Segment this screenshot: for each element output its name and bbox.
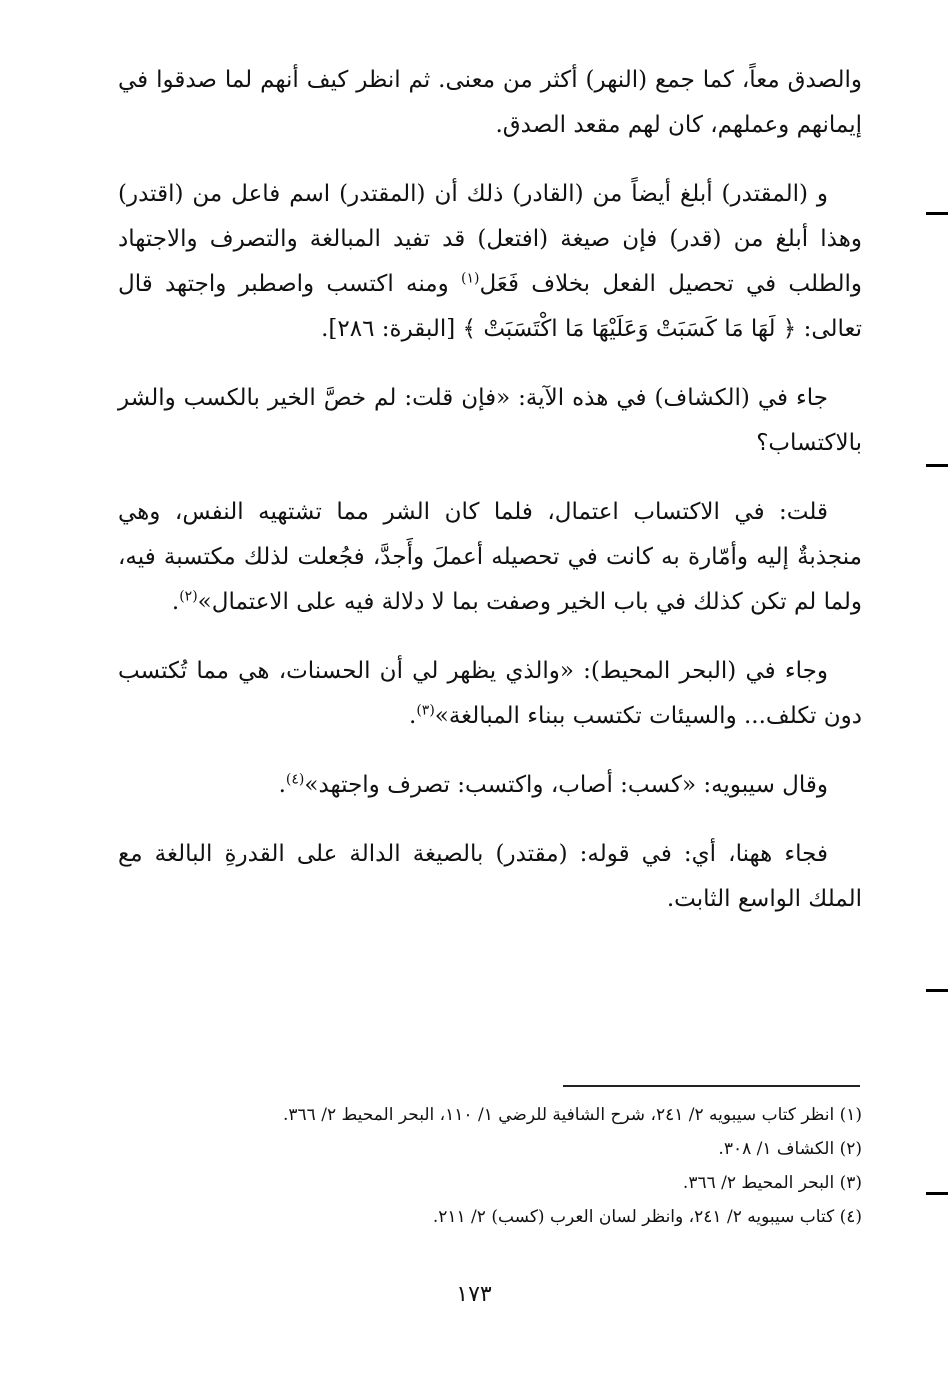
paragraph-2: و (المقتدر) أبلغ أيضاً من (القادر) ذلك أن (المقتدر) اسم فاعل من (اقتدر) وهذا أبلغ من (قدر) فإن صيغة (افتعل) قد تفيد المبالغة والتصرف والاجتهاد والطلب في تحصيل الفعل بخلاف فَعَل$^{(١)}$ ومنه اكتسب واصطبر واجتهد قال تعالى: ﴿ لَهَا مَا كَسَبَتْ وَعَلَيْهَا مَا اكْتَسَبَتْ ﴾ [البقرة: ٢٨٦]. xyxy=(118,181,862,342)
paragraph-5: وجاء في (البحر المحيط): «والذي يظهر لي أن الحسنات، هي مما تُكتسب دون تكلف... والسيئات تكتسب ببناء المبالغة»$^{(٣)}$. xyxy=(118,658,862,729)
footnotes xyxy=(118,1098,862,1234)
margin-mark xyxy=(926,464,948,467)
footnote-2: (٢) الكشاف ١/ ٣٠٨. xyxy=(718,1139,862,1159)
page-body xyxy=(118,58,862,946)
paragraph-6: وقال سيبويه: «كسب: أصاب، واكتسب: تصرف واجتهد»$^{(٤)}$. xyxy=(278,771,828,798)
footnote-4: (٤) كتاب سيبويه ٢/ ٢٤١، وانظر لسان العرب (كسب) ٢/ ٢١١. xyxy=(432,1207,862,1227)
footnote-ref-2[interactable]: (٢) xyxy=(179,588,198,605)
footnote-3: (٣) البحر المحيط ٢/ ٣٦٦. xyxy=(682,1173,862,1193)
paragraph-1: والصدق معاً، كما جمع (النهر) أكثر من معنى. ثم انظر كيف أنهم لما صدقوا في إيمانهم وعملهم، كان لهم مقعد الصدق. xyxy=(118,67,862,138)
margin-mark xyxy=(926,1192,948,1195)
paragraph-7: فجاء ههنا، أي: في قوله: (مقتدر) بالصيغة الدالة على القدرةِ البالغة مع الملك الواسع الثابت. xyxy=(118,841,862,912)
footnote-separator xyxy=(563,1085,860,1087)
footnote-ref-4[interactable]: (٤) xyxy=(285,771,305,788)
paragraph-3: جاء في (الكشاف) في هذه الآية: «فإن قلت: لم خصَّ الخير بالكسب والشر بالاكتساب؟ xyxy=(118,385,862,456)
page-number: ١٧٣ xyxy=(456,1282,492,1307)
footnote-ref-1[interactable]: (١) xyxy=(461,270,480,287)
margin-mark xyxy=(926,989,948,992)
footnote-1: (١) انظر كتاب سيبويه ٢/ ٢٤١، شرح الشافية للرضي ١/ ١١٠، البحر المحيط ٢/ ٣٦٦. xyxy=(282,1105,862,1125)
footnote-ref-3[interactable]: (٣) xyxy=(416,702,435,719)
paragraph-4: قلت: في الاكتساب اعتمال، فلما كان الشر مما تشتهيه النفس، وهي منجذبةٌ إليه وأمّارة به كانت في تحصيله أعملَ وأَجدَّ، فجُعلت لذلك مكتسبة فيه، ولما لم تكن كذلك في باب الخير وصفت بما لا دلالة فيه على الاعتمال»$^{(٢)}$. xyxy=(118,499,862,615)
margin-mark xyxy=(926,212,948,215)
